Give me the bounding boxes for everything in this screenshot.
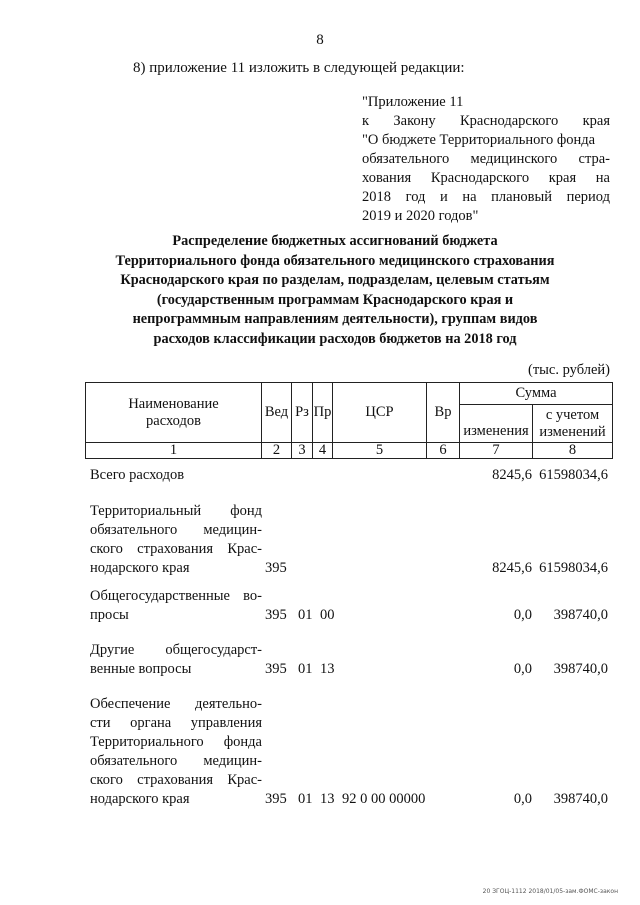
row-name [90, 587, 262, 625]
row-name-line: Обеспечение деятельно- [90, 696, 262, 712]
row-change: 0,0 [513, 607, 532, 623]
row-total: 398740,0 [553, 607, 608, 623]
row-name-line: Всего расходов [90, 467, 185, 483]
row-rz: 01 [298, 607, 313, 623]
document-title [100, 232, 570, 349]
row-name-line: Общегосударственные во- [90, 588, 262, 604]
annex-line: "О бюджете Территориального фонда [362, 132, 596, 148]
column-number: 1 [86, 443, 262, 459]
table-row [85, 502, 612, 578]
row-name-line: Территориальный фонд [90, 503, 262, 519]
row-total: 398740,0 [553, 791, 608, 807]
table-row [85, 695, 612, 809]
row-name-line: просы [90, 607, 129, 623]
row-name [90, 641, 262, 679]
header-csr: ЦСР [333, 383, 427, 443]
row-ved: 395 [265, 560, 287, 576]
table-header [85, 382, 613, 459]
table-row [85, 587, 612, 625]
row-ved: 395 [265, 607, 287, 623]
row-change: 0,0 [513, 791, 532, 807]
title-line: Краснодарского края по разделам, подразделам, целевым статьям [120, 272, 550, 288]
row-name-line: нодарского края [90, 560, 190, 576]
row-rz: 01 [298, 791, 313, 807]
annex-line: хования Краснодарского края на [362, 170, 610, 186]
row-change: 8245,6 [492, 467, 532, 483]
annex-reference [362, 93, 610, 226]
row-name-line: ского страхования Крас- [90, 541, 262, 557]
row-total: 398740,0 [553, 661, 608, 677]
row-pr: 13 [320, 791, 335, 807]
row-name-line: обязательного медицин- [90, 753, 262, 769]
title-line: непрограммным направлениям деятельности), группам видов [132, 311, 538, 327]
row-name [90, 695, 262, 809]
row-name-line: Другие общегосударст- [90, 642, 262, 658]
table-row [85, 641, 612, 679]
row-name-line: венные вопросы [90, 661, 192, 677]
annex-line: 2018 год и на плановый период [362, 189, 610, 205]
column-number: 5 [333, 443, 427, 459]
row-total: 61598034,6 [539, 560, 608, 576]
row-rz: 01 [298, 661, 313, 677]
annex-line: обязательного медицинского стра- [362, 151, 610, 167]
row-name-line: Территориального фонда [90, 734, 262, 750]
page-number: 8 [316, 32, 324, 48]
row-change: 0,0 [513, 661, 532, 677]
row-name-line: ского страхования Крас- [90, 772, 262, 788]
row-ved: 395 [265, 791, 287, 807]
footer-code: 20 ЗГОЦ-1112 2018/01/05-зам.ФОМС-закон [482, 888, 618, 895]
row-pr: 13 [320, 661, 335, 677]
annex-line: "Приложение 11 [362, 94, 464, 110]
row-name-line: сти органа управления [90, 715, 262, 731]
row-change: 8245,6 [492, 560, 532, 576]
row-name-line: обязательного медицин- [90, 522, 262, 538]
amendment-item: 8) приложение 11 изложить в следующей редакции: [133, 60, 465, 76]
row-ved: 395 [265, 661, 287, 677]
title-line: (государственным программам Краснодарского края и [156, 291, 514, 308]
column-number: 3 [292, 443, 313, 459]
header-name: Наименование расходов [86, 383, 262, 443]
unit-label: (тыс. рублей) [528, 362, 610, 378]
row-pr: 00 [320, 607, 335, 623]
annex-line: 2019 и 2020 годов" [362, 208, 479, 224]
row-name-line: нодарского края [90, 791, 190, 807]
column-number: 6 [427, 443, 460, 459]
header-sum: Сумма [460, 383, 613, 405]
header-changes: изменения [460, 405, 533, 443]
column-number: 4 [313, 443, 333, 459]
title-line: расходов классификации расходов бюджетов на 2018 год [153, 330, 517, 347]
header-ved: Вед [262, 383, 292, 443]
title-line: Распределение бюджетных ассигнований бюджета [172, 233, 498, 249]
title-line: Территориального фонда обязательного медицинского страхования [115, 252, 555, 269]
table-row [85, 466, 612, 485]
column-number: 2 [262, 443, 292, 459]
row-name [90, 466, 262, 485]
header-rz: Рз [292, 383, 313, 443]
row-name [90, 502, 262, 578]
header-pr: Пр [313, 383, 333, 443]
row-total: 61598034,6 [539, 467, 608, 483]
column-number: 8 [533, 443, 613, 459]
header-with-changes: с учетом изменений [533, 405, 613, 443]
annex-line: к Закону Краснодарского края [362, 113, 610, 129]
row-csr: 92 0 00 00000 [342, 791, 426, 807]
column-number: 7 [460, 443, 533, 459]
header-vr: Вр [427, 383, 460, 443]
